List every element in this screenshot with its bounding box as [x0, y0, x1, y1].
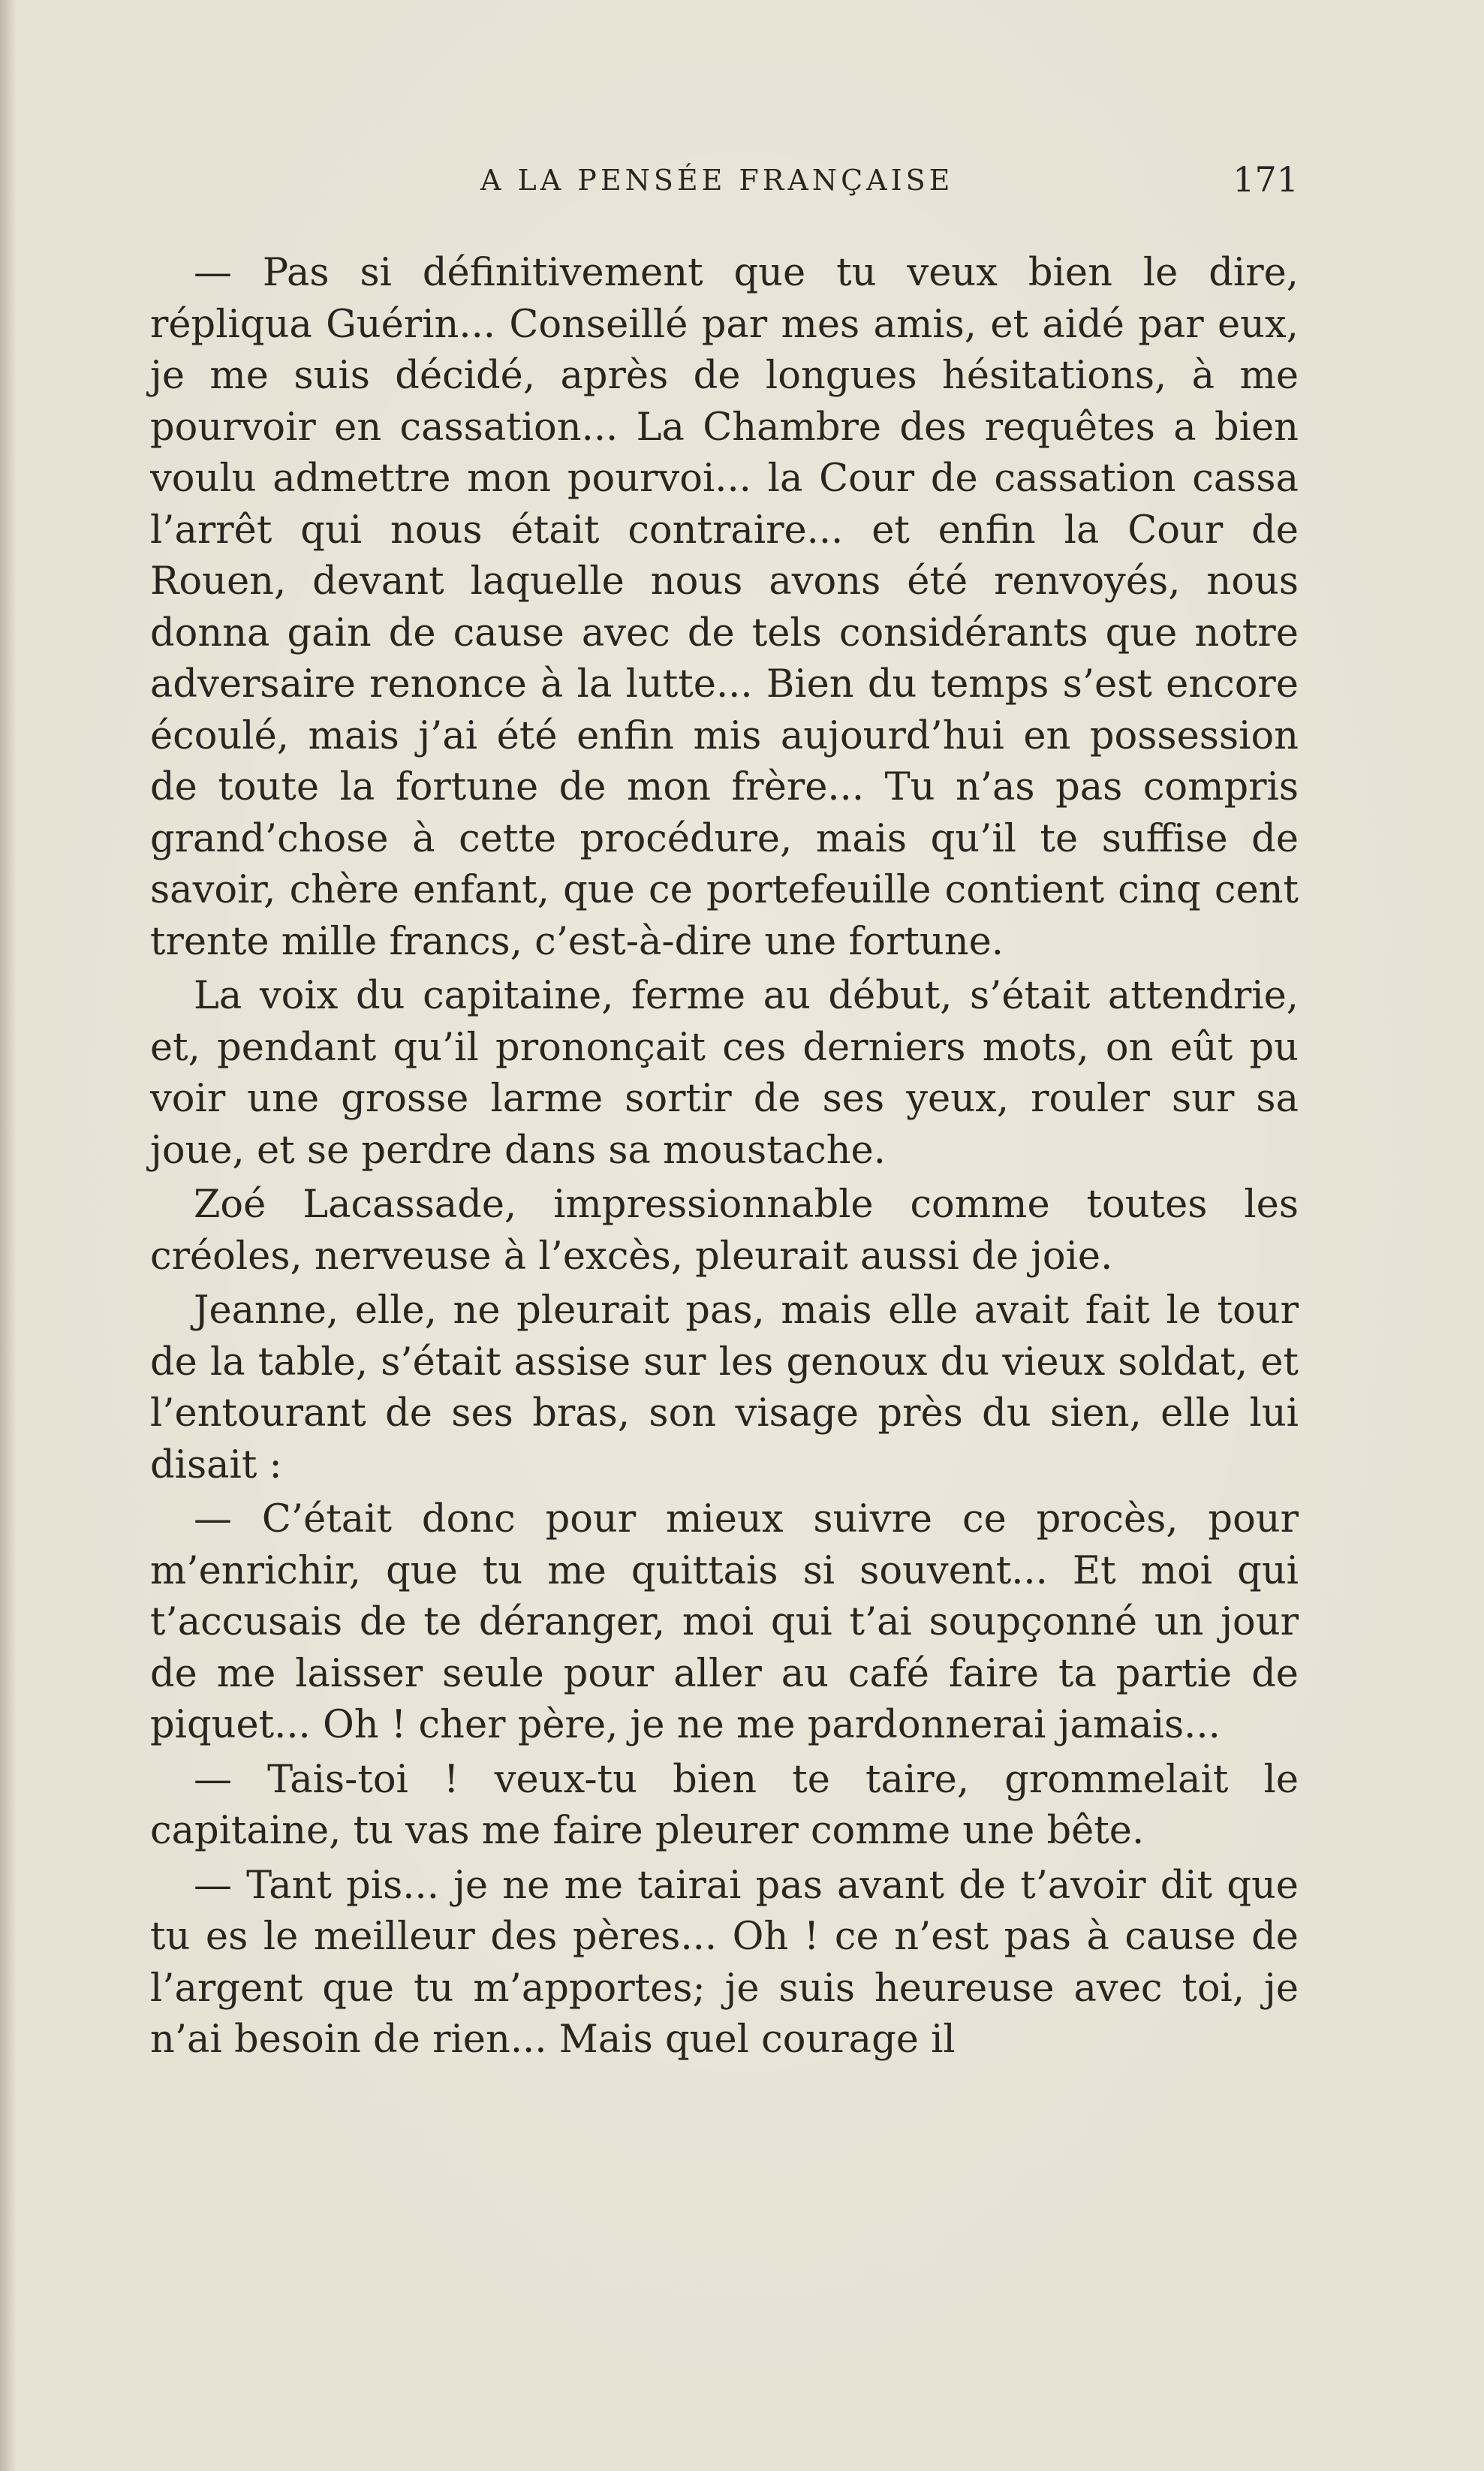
paragraph: Zoé Lacassade, impressionnable comme toutes les créoles, nerveuse à l’excès, pleurait aussi de joie. — [150, 1183, 1299, 1279]
running-title: A LA PENSÉE FRANÇAISE — [480, 164, 954, 197]
page-edge-shadow — [0, 0, 17, 2471]
paragraph: Jeanne, elle, ne pleurait pas, mais elle avait fait le tour de la table, s’était assise sur les genoux du vieux soldat, et l’entourant de ses bras, son visage près du sien, elle lui disait : — [150, 1288, 1299, 1487]
paragraph: — Tais-toi ! veux-tu bien te taire, grommelait le capitaine, tu vas me faire pleurer comme une bête. — [150, 1757, 1299, 1853]
paragraph: La voix du capitaine, ferme au début, s’était attendrie, et, pendant qu’il prononçait ces derniers mots, on eût pu voir une grosse larme sortir de ses yeux, rouler sur sa joue, et se perdre dans sa moustache. — [150, 974, 1299, 1173]
running-header — [150, 159, 1299, 204]
page-number: 171 — [1233, 159, 1299, 200]
body-text — [150, 248, 1299, 2069]
paragraph: — C’était donc pour mieux suivre ce procès, pour m’enrichir, que tu me quittais si souvent... Et moi qui t’accusais de te déranger, moi qui t’ai soupçonné un jour de me laisser seule pour aller au café faire ta partie de piquet... Oh ! cher père, je ne me pardonnerai jamais... — [150, 1497, 1299, 1747]
paragraph: — Tant pis... je ne me tairai pas avant de t’avoir dit que tu es le meilleur des pères... Oh ! ce n’est pas à cause de l’argent que tu m’apportes; je suis heureuse avec toi, je n’ai besoin de rien... Mais quel courage il — [150, 1863, 1299, 2062]
paragraph: — Pas si définitivement que tu veux bien le dire, répliqua Guérin... Conseillé par mes amis, et aidé par eux, je me suis décidé, après de longues hésitations, à me pourvoir en cassation... La Chambre des requêtes a bien voulu admettre mon pourvoi... la Cour de cassation cassa l’arrêt qui nous était contraire... et enfin la Cour de Rouen, devant laquelle nous avons été renvoyés, nous donna gain de cause avec de tels considérants que notre adversaire renonce à la lutte... Bien du temps s’est encore écoulé, mais j’ai été enfin mis aujourd’hui en possession de toute la fortune de mon frère... Tu n’as pas compris grand’chose à cette procédure, mais qu’il te suffise de savoir, chère enfant, que ce portefeuille contient cinq cent trente mille francs, c’est-à-dire une fortune. — [150, 251, 1299, 964]
